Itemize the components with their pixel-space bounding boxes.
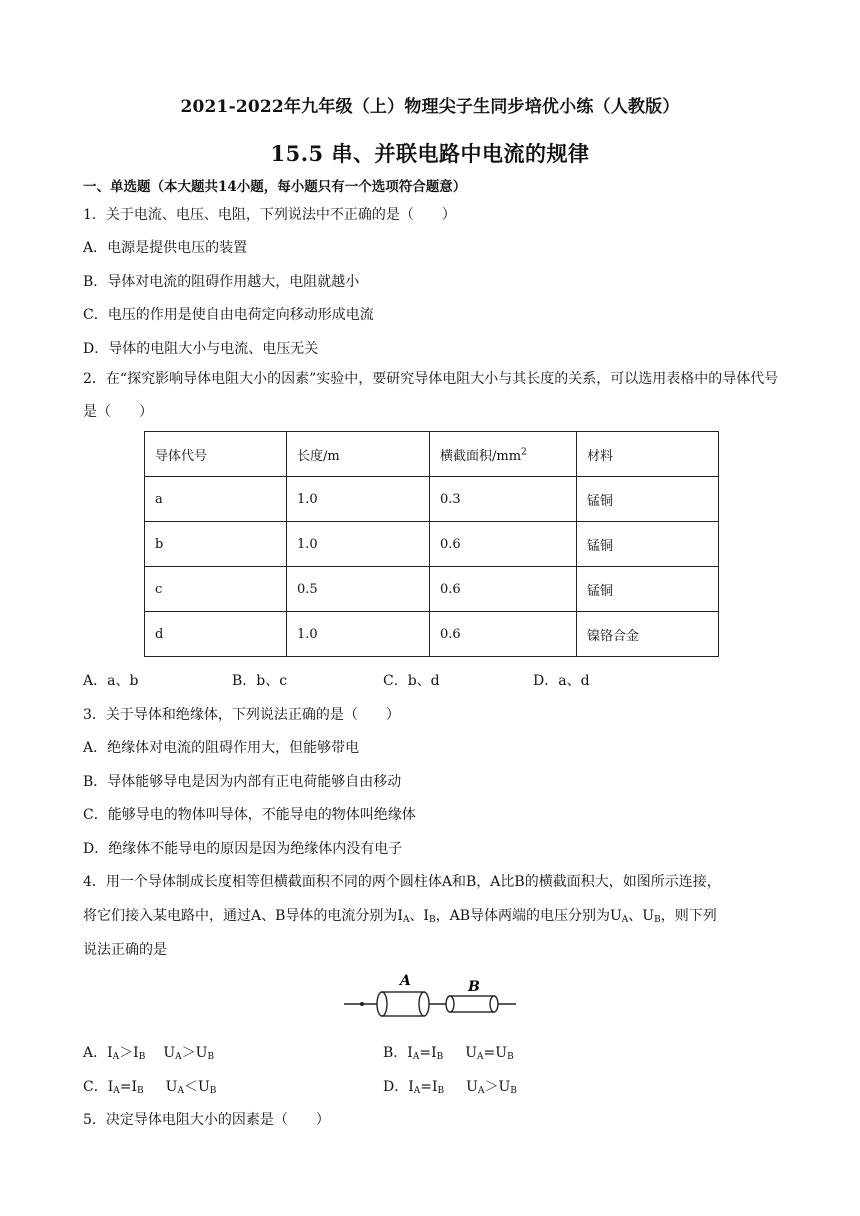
subscript: A [412, 1052, 420, 1062]
table-cell: d [145, 612, 287, 657]
subscript: A [477, 1052, 484, 1062]
question-2-option-a: A．a、b [83, 673, 139, 689]
stem-text: 、I [409, 908, 429, 924]
question-3-option-c: C．能够导电的物体叫导体，不能导电的物体叫绝缘体 [83, 807, 416, 823]
subscript: B [209, 1086, 217, 1096]
subscript: A [177, 1086, 184, 1096]
table-cell: 0.6 [430, 522, 577, 567]
subscript: B [510, 1086, 517, 1096]
symbol-u: U [495, 1045, 508, 1061]
symbol-u: U [163, 1045, 176, 1061]
option-prefix: A． [83, 1045, 108, 1061]
table-cell: 1.0 [287, 522, 430, 567]
question-4-option-c [83, 1076, 216, 1096]
table-header-cell [430, 432, 577, 477]
symbol-u: U [165, 1079, 178, 1095]
subscript: B [436, 1052, 444, 1062]
subscript: A [477, 1086, 485, 1096]
subscript: A [113, 1086, 120, 1096]
symbol-i: I [407, 1045, 413, 1061]
question-4-option-b [383, 1042, 514, 1062]
relation: ＞ [181, 1045, 196, 1061]
subscript: B [437, 1086, 445, 1096]
table-row [145, 612, 719, 657]
question-1-option-b: B．导体对电流的阻碍作用越大，电阻就越小 [83, 274, 360, 290]
relation: = [119, 1079, 132, 1095]
label-a: A [400, 973, 411, 989]
subscript: B [207, 1052, 215, 1062]
subscript: A [413, 1086, 421, 1096]
table-cell: c [145, 567, 287, 612]
question-4-option-a [83, 1042, 214, 1062]
symbol-u: U [197, 1079, 210, 1095]
cylinder-a-right-end [419, 992, 429, 1016]
question-1-stem: 1．关于电流、电压、电阻，下列说法中不正确的是（ ） [83, 207, 456, 223]
cylinder-b-left-end [446, 996, 454, 1012]
question-3-option-d: D．绝缘体不能导电的原因是因为绝缘体内没有电子 [83, 841, 403, 857]
table-cell: 锰铜 [577, 567, 719, 612]
option-prefix: B． [383, 1045, 408, 1061]
question-4-stem-line-2 [83, 905, 717, 925]
area-header-label: 横截面积/mm [440, 448, 522, 464]
subscript: B [138, 1052, 146, 1062]
relation: ＞ [119, 1045, 134, 1061]
table-header-cell: 导体代号 [145, 432, 287, 477]
cylinder-a-body [382, 992, 424, 1016]
question-4-stem-line-3: 说法正确的是 [83, 942, 167, 958]
conductor-table [144, 431, 719, 657]
subscript: B [507, 1052, 514, 1062]
symbol-u: U [195, 1045, 208, 1061]
document-title: 2021-2022年九年级（上）物理尖子生同步培优小练（人教版） [180, 97, 680, 117]
subscript: A [175, 1052, 182, 1062]
subscript: A [112, 1052, 120, 1062]
table-cell: 锰铜 [577, 522, 719, 567]
symbol-i: I [432, 1079, 438, 1095]
area-header-superscript: 2 [521, 447, 527, 458]
section-heading: 一、单选题（本大题共14小题，每小题只有一个选项符合题意） [83, 179, 467, 195]
relation: = [419, 1045, 432, 1061]
symbol-i: I [131, 1079, 138, 1095]
question-3-option-a: A．绝缘体对电流的阻碍作用大，但能够带电 [83, 740, 360, 756]
relation: = [420, 1079, 432, 1095]
symbol-i: I [107, 1079, 114, 1095]
cylinder-b-right-end [490, 996, 498, 1012]
question-2-option-d: D．a、d [533, 673, 590, 689]
subscript: A [621, 915, 629, 925]
stem-text: 将它们接入某电路中，通过A、B导体的电流分别为I [83, 908, 403, 924]
cylinder-b-body [450, 996, 494, 1012]
table-header-cell: 长度/m [287, 432, 430, 477]
subscript: A [402, 915, 410, 925]
symbol-u: U [466, 1079, 478, 1095]
wire-node [360, 1002, 364, 1006]
symbol-u: U [465, 1045, 478, 1061]
table-cell: 0.6 [430, 612, 577, 657]
table-cell: 锰铜 [577, 477, 719, 522]
question-4-option-d [383, 1076, 517, 1096]
subscript: B [654, 915, 661, 925]
stem-text: ，则下列 [660, 908, 717, 924]
question-1-option-d: D．导体的电阻大小与电流、电压无关 [83, 341, 319, 357]
cylinder-a-left-end [377, 992, 387, 1016]
table-cell: 镍铬合金 [577, 612, 719, 657]
table-row [145, 567, 719, 612]
label-b: B [468, 979, 480, 995]
subscript: B [137, 1086, 144, 1096]
question-2-option-b: B．b、c [232, 673, 288, 689]
relation: ＞ [484, 1079, 499, 1095]
question-2-stem: 2．在“探究影响导体电阻大小的因素”实验中，要研究导体电阻大小与其长度的关系，可以选用表格中的导体代号是（ ） [83, 371, 779, 420]
table-row [145, 477, 719, 522]
table-cell: 1.0 [287, 477, 430, 522]
table-cell: 0.5 [287, 567, 430, 612]
question-3-option-b: B．导体能够导电是因为内部有正电荷能够自由移动 [83, 774, 402, 790]
table-header-cell: 材料 [577, 432, 719, 477]
question-2-option-c: C．b、d [383, 673, 440, 689]
table-row [145, 522, 719, 567]
option-prefix: D． [383, 1079, 409, 1095]
symbol-i: I [133, 1045, 139, 1061]
relation: ＜ [183, 1079, 198, 1095]
question-1-option-c: C．电压的作用是使自由电荷定向移动形成电流 [83, 307, 374, 323]
table-cell: b [145, 522, 287, 567]
question-1-option-a: A．电源是提供电压的装置 [83, 240, 248, 256]
symbol-i: I [408, 1079, 414, 1095]
stem-text: 、U [628, 908, 655, 924]
table-header-row [145, 432, 719, 477]
symbol-i: I [107, 1045, 113, 1061]
symbol-i: I [431, 1045, 437, 1061]
option-prefix: C． [83, 1079, 108, 1095]
table-cell: a [145, 477, 287, 522]
conductor-cylinders-figure [338, 968, 522, 1028]
table-cell: 1.0 [287, 612, 430, 657]
question-3-stem: 3．关于导体和绝缘体，下列说法正确的是（ ） [83, 707, 400, 723]
subscript: B [428, 915, 436, 925]
table-cell: 0.3 [430, 477, 577, 522]
table-cell: 0.6 [430, 567, 577, 612]
relation: = [483, 1045, 496, 1061]
symbol-u: U [498, 1079, 511, 1095]
stem-text: ，AB导体两端的电压分别为U [435, 908, 622, 924]
question-5-stem: 5．决定导体电阻大小的因素是（ ） [83, 1112, 330, 1128]
document-subtitle: 15.5 串、并联电路中电流的规律 [270, 141, 590, 166]
question-4-stem-line-1: 4．用一个导体制成长度相等但横截面积不同的两个圆柱体A和B，A比B的横截面积大，如图所示连接， [83, 874, 721, 890]
